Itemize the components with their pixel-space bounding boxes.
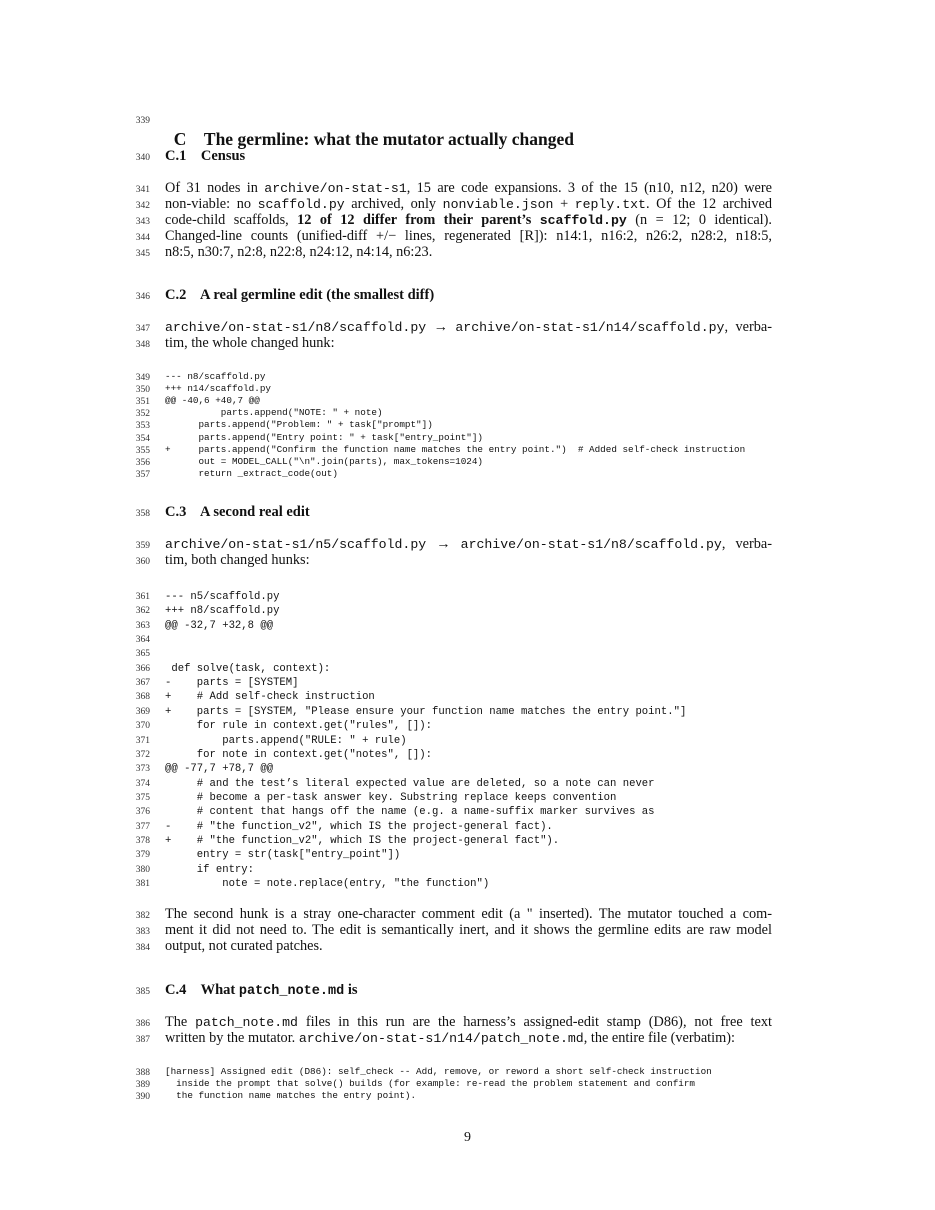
line-number: 361 <box>135 592 150 602</box>
line-number: 345 <box>135 249 150 259</box>
line-number: 348 <box>135 340 150 350</box>
line-number: 376 <box>135 807 150 818</box>
line-number: 364 <box>135 635 150 646</box>
line-number: 357 <box>135 469 150 480</box>
subsection-title-c2: C.2 A real germline edit (the smallest diff) <box>165 287 435 303</box>
line-number: 366 <box>135 663 150 674</box>
line-number: 372 <box>135 749 150 760</box>
line-number: 351 <box>135 397 150 408</box>
line-number: 358 <box>135 509 150 519</box>
code-line: + # "the function_v2", which IS the project-general fact"). <box>165 834 560 847</box>
code-line: out = MODEL_CALL("\n".join(parts), max_tokens=1024) <box>165 455 484 467</box>
line-number: 356 <box>135 457 150 468</box>
line-number: 374 <box>135 778 150 789</box>
line-number: 352 <box>135 409 150 420</box>
code-line: # become a per-task answer key. Substring replace keeps convention <box>165 791 617 804</box>
code-line: # and the test’s literal expected value are deleted, so a note can never <box>165 777 655 790</box>
code-line: +++ n8/scaffold.py <box>165 605 280 618</box>
paragraph-line: archive/on-stat-s1/n8/scaffold.py → archive/on-stat-s1/n14/scaffold.py, verba- <box>165 319 772 335</box>
paragraph-line: tim, both changed hunks: <box>165 552 310 568</box>
code-line: parts.append("Problem: " + task["prompt"]) <box>165 419 433 431</box>
line-number: 341 <box>135 185 150 195</box>
code-line: parts.append("NOTE: " + note) <box>165 407 383 419</box>
line-number: 389 <box>135 1080 150 1091</box>
paragraph-line: archive/on-stat-s1/n5/scaffold.py → archive/on-stat-s1/n8/scaffold.py, verba- <box>165 536 772 552</box>
line-number: 386 <box>135 1019 150 1029</box>
code-line: # content that hangs off the name (e.g. a name-suffix marker survives as <box>165 806 655 819</box>
line-number: 380 <box>135 864 150 875</box>
line-number: 373 <box>135 764 150 775</box>
line-number: 390 <box>135 1092 150 1103</box>
line-number: 342 <box>135 201 150 211</box>
line-number: 344 <box>135 233 150 243</box>
line-number: 360 <box>135 557 150 567</box>
line-number: 378 <box>135 835 150 846</box>
subsection-title-c1: C.1 Census <box>165 148 246 164</box>
line-number: 354 <box>135 433 150 444</box>
line-number: 359 <box>135 541 150 551</box>
section-number: C <box>173 129 187 149</box>
code-line: return _extract_code(out) <box>165 467 338 479</box>
subsection-title-c4: C.4 What patch_note.md is <box>165 982 358 999</box>
paragraph-line: written by the mutator. archive/on-stat-s1/n14/patch_note.md, the entire file (verbatim): <box>165 1030 735 1046</box>
line-number: 387 <box>135 1035 150 1045</box>
code-line: inside the prompt that solve() builds (for example: re-read the problem statement and confirm <box>165 1078 696 1090</box>
code-line: for rule in context.get("rules", []): <box>165 720 433 733</box>
section-title <box>165 108 574 150</box>
line-number: 382 <box>135 911 150 921</box>
line-number: 365 <box>135 649 150 660</box>
line-number: 339 <box>135 116 150 126</box>
code-line: note = note.replace(entry, "the function") <box>165 878 490 890</box>
subsection-title-c3: C.3 A second real edit <box>165 504 310 520</box>
section-title-text: The germline: what the mutator actually changed <box>203 129 574 149</box>
paragraph-line: code-child scaffolds, 12 of 12 differ from their parent’s scaffold.py (n = 12; 0 identical). <box>165 212 772 228</box>
code-line: --- n8/scaffold.py <box>165 371 266 382</box>
code-line: the function name matches the entry point). <box>165 1090 417 1102</box>
code-line: + parts.append("Confirm the function name matches the entry point.") # Added self-check instruction <box>165 443 746 455</box>
line-number: 377 <box>135 821 150 832</box>
line-number: 353 <box>135 421 150 432</box>
line-number: 349 <box>135 373 150 383</box>
line-number: 383 <box>135 927 150 937</box>
line-number: 367 <box>135 678 150 689</box>
line-number: 381 <box>135 879 150 889</box>
code-line: [harness] Assigned edit (D86): self_check -- Add, remove, or reword a short self-check instruction <box>165 1066 712 1077</box>
line-number: 368 <box>135 692 150 703</box>
code-line: parts.append("Entry point: " + task["entry_point"]) <box>165 431 484 443</box>
paragraph-line: The second hunk is a stray one-character comment edit (a " inserted). The mutator touched a com- <box>165 906 772 922</box>
code-line: - # "the function_v2", which IS the project-general fact). <box>165 820 553 833</box>
line-number: 379 <box>135 850 150 861</box>
code-line: @@ -40,6 +40,7 @@ <box>165 395 260 407</box>
paragraph-line: ment it did not need to. The edit is semantically inert, and it shows the germline edits are raw model <box>165 922 772 938</box>
paragraph-line: The patch_note.md files in this run are the harness’s assigned-edit stamp (D86), not free text <box>165 1014 772 1030</box>
paragraph-line: non-viable: no scaffold.py archived, only nonviable.json + reply.txt. Of the 12 archived <box>165 196 772 212</box>
paragraph-line: Of 31 nodes in archive/on-stat-s1, 15 are code expansions. 3 of the 15 (n10, n12, n20) were <box>165 180 772 196</box>
line-number: 375 <box>135 792 150 803</box>
line-number: 369 <box>135 706 150 717</box>
line-number: 384 <box>135 943 150 953</box>
code-line: @@ -32,7 +32,8 @@ <box>165 619 274 632</box>
code-line: entry = str(task["entry_point"]) <box>165 849 401 862</box>
line-number: 347 <box>135 324 150 334</box>
code-line: parts.append("RULE: " + rule) <box>165 734 407 747</box>
line-number: 350 <box>135 385 150 396</box>
line-number: 385 <box>135 987 150 997</box>
line-number: 343 <box>135 217 150 227</box>
line-number: 388 <box>135 1068 150 1078</box>
paragraph-line: n8:5, n30:7, n2:8, n22:8, n24:12, n4:14, n6:23. <box>165 244 433 260</box>
code-line: + parts = [SYSTEM, "Please ensure your function name matches the entry point."] <box>165 705 687 718</box>
code-line: for note in context.get("notes", []): <box>165 748 433 761</box>
code-line: def solve(task, context): <box>165 662 331 675</box>
line-number: 370 <box>135 721 150 732</box>
line-number: 355 <box>135 445 150 456</box>
code-line: + # Add self-check instruction <box>165 691 375 704</box>
code-line: - parts = [SYSTEM] <box>165 677 299 690</box>
paragraph-line: Changed-line counts (unified-diff +/− lines, regenerated [R]): n14:1, n16:2, n26:2, n28:2, n18:5, <box>165 228 772 244</box>
line-number: 362 <box>135 606 150 617</box>
paragraph-line: tim, the whole changed hunk: <box>165 335 335 351</box>
page-number: 9 <box>464 1130 471 1145</box>
line-number: 340 <box>135 153 150 163</box>
paragraph-line: output, not curated patches. <box>165 938 323 954</box>
code-line: @@ -77,7 +78,7 @@ <box>165 763 274 776</box>
line-number: 371 <box>135 735 150 746</box>
code-line: --- n5/scaffold.py <box>165 591 280 603</box>
line-number: 346 <box>135 292 150 302</box>
code-line: if entry: <box>165 863 255 876</box>
line-number: 363 <box>135 620 150 631</box>
code-line: +++ n14/scaffold.py <box>165 383 272 395</box>
